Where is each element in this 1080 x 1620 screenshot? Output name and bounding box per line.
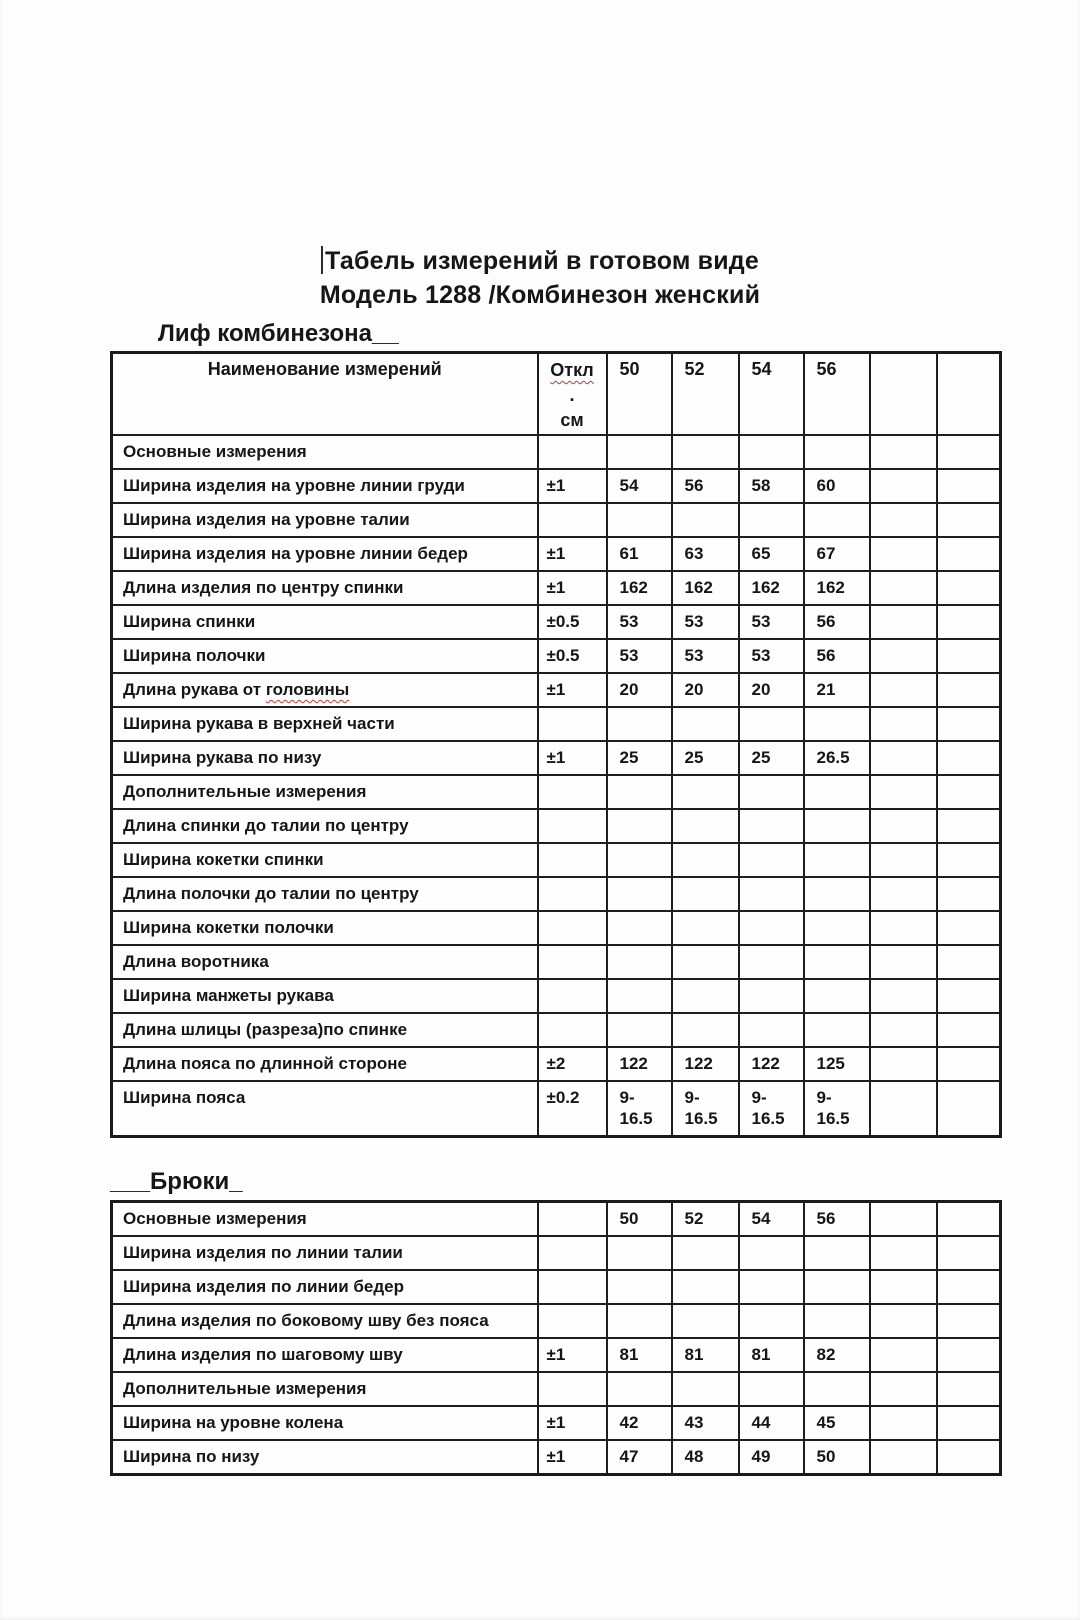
tolerance-value: ±1 [538, 571, 607, 605]
size-value: 56 [672, 469, 739, 503]
size-value: 54 [739, 1202, 804, 1237]
size-value [870, 775, 937, 809]
size-value [607, 1270, 672, 1304]
size-value [607, 1013, 672, 1047]
size-value: 49 [739, 1440, 804, 1475]
size-value [937, 1406, 1001, 1440]
size-value [870, 1372, 937, 1406]
tolerance-value: ±0.5 [538, 605, 607, 639]
size-value [870, 537, 937, 571]
table-row [112, 1202, 1001, 1237]
bodice-measurements-table [110, 351, 1002, 1138]
size-value [672, 775, 739, 809]
section-heading-trousers: ___Брюки_ [110, 1168, 243, 1195]
size-value: 63 [672, 537, 739, 571]
measurement-label: Ширина кокетки спинки [112, 843, 538, 877]
table-row [112, 1236, 1001, 1270]
tolerance-value [538, 435, 607, 469]
size-value: 162 [672, 571, 739, 605]
size-value [672, 979, 739, 1013]
tolerance-header-line: Откл [550, 360, 594, 380]
size-value: 81 [607, 1338, 672, 1372]
table-row [112, 571, 1001, 605]
tolerance-value [538, 877, 607, 911]
size-value [937, 469, 1001, 503]
tolerance-value: ±2 [538, 1047, 607, 1081]
table-row [112, 435, 1001, 469]
size-value [870, 1440, 937, 1475]
table-row [112, 1047, 1001, 1081]
measurement-label: Дополнительные измерения [112, 775, 538, 809]
size-value: 50 [607, 1202, 672, 1237]
size-value: 20 [672, 673, 739, 707]
measurement-label: Основные измерения [112, 1202, 538, 1237]
size-value: 20 [739, 673, 804, 707]
size-value [937, 435, 1001, 469]
size-value [739, 707, 804, 741]
table-row [112, 605, 1001, 639]
size-value [937, 1372, 1001, 1406]
size-value [804, 435, 870, 469]
measurement-label: Ширина изделия на уровне линии бедер [112, 537, 538, 571]
size-value [672, 1013, 739, 1047]
size-value [937, 639, 1001, 673]
size-value [937, 1047, 1001, 1081]
size-value [937, 1202, 1001, 1237]
size-value [607, 945, 672, 979]
size-value: 48 [672, 1440, 739, 1475]
tolerance-value [538, 1236, 607, 1270]
size-value [937, 775, 1001, 809]
size-value [937, 1270, 1001, 1304]
table-row [112, 639, 1001, 673]
tolerance-value: ±1 [538, 537, 607, 571]
tolerance-value [538, 843, 607, 877]
size-value [672, 1270, 739, 1304]
size-value [937, 1440, 1001, 1475]
size-value: 122 [672, 1047, 739, 1081]
trousers-measurements-table [110, 1200, 1002, 1476]
tolerance-value: ±1 [538, 741, 607, 775]
size-value [870, 1236, 937, 1270]
measurement-label: Ширина рукава в верхней части [112, 707, 538, 741]
size-value: 26.5 [804, 741, 870, 775]
tolerance-value: ±0.5 [538, 639, 607, 673]
table-row [112, 843, 1001, 877]
size-value: 44 [739, 1406, 804, 1440]
table-row [112, 911, 1001, 945]
table-row [112, 775, 1001, 809]
size-value [739, 1270, 804, 1304]
size-value [937, 1013, 1001, 1047]
size-value [804, 503, 870, 537]
column-header-size-52: 52 [672, 353, 739, 436]
size-value [739, 979, 804, 1013]
size-value: 53 [607, 639, 672, 673]
tolerance-value [538, 1372, 607, 1406]
table-row [112, 741, 1001, 775]
table-row [112, 1406, 1001, 1440]
tolerance-value [538, 979, 607, 1013]
measurement-label: Дополнительные измерения [112, 1372, 538, 1406]
size-value: 56 [804, 1202, 870, 1237]
column-header-measurement-name: Наименование измерений [112, 353, 538, 436]
size-value [739, 435, 804, 469]
measurement-label: Длина полочки до талии по центру [112, 877, 538, 911]
size-value: 9- 16.5 [672, 1081, 739, 1137]
size-value [937, 877, 1001, 911]
tolerance-value [538, 1270, 607, 1304]
size-value [870, 571, 937, 605]
table-row [112, 1013, 1001, 1047]
table-row [112, 1270, 1001, 1304]
size-value: 47 [607, 1440, 672, 1475]
size-value: 20 [607, 673, 672, 707]
tolerance-value: ±1 [538, 1440, 607, 1475]
measurement-label: Длина изделия по боковому шву без пояса [112, 1304, 538, 1338]
size-value [937, 673, 1001, 707]
tolerance-value [538, 911, 607, 945]
size-value [804, 775, 870, 809]
size-value [870, 605, 937, 639]
size-value: 162 [739, 571, 804, 605]
table-row [112, 877, 1001, 911]
size-value [870, 1081, 937, 1137]
table-row [112, 1338, 1001, 1372]
size-value [804, 707, 870, 741]
size-value [739, 809, 804, 843]
table-row [112, 707, 1001, 741]
size-value: 56 [804, 639, 870, 673]
measurement-label: Ширина манжеты рукава [112, 979, 538, 1013]
measurement-label: Длина пояса по длинной стороне [112, 1047, 538, 1081]
size-value [607, 877, 672, 911]
table-row [112, 809, 1001, 843]
table-row [112, 1304, 1001, 1338]
size-value [672, 1236, 739, 1270]
size-value: 54 [607, 469, 672, 503]
size-value: 125 [804, 1047, 870, 1081]
size-value: 56 [804, 605, 870, 639]
column-header-empty [937, 353, 1001, 436]
size-value: 9- 16.5 [739, 1081, 804, 1137]
table-row [112, 1081, 1001, 1137]
column-header-size-50: 50 [607, 353, 672, 436]
tolerance-header-line: . [569, 385, 575, 405]
size-value [937, 809, 1001, 843]
size-value [739, 911, 804, 945]
size-value [870, 911, 937, 945]
measurement-label: Длина рукава от головины [112, 673, 538, 707]
size-value [870, 1202, 937, 1237]
size-value [870, 673, 937, 707]
tolerance-value [538, 945, 607, 979]
tolerance-value [538, 1013, 607, 1047]
size-value [739, 843, 804, 877]
size-value: 65 [739, 537, 804, 571]
document-subtitle: Модель 1288 /Комбинезон женский [319, 281, 761, 309]
size-value [937, 911, 1001, 945]
size-value [607, 843, 672, 877]
size-value [672, 1304, 739, 1338]
measurement-label: Ширина изделия на уровне линии груди [112, 469, 538, 503]
size-value [739, 1372, 804, 1406]
size-value: 53 [607, 605, 672, 639]
text-cursor [321, 246, 323, 274]
size-value [607, 435, 672, 469]
tolerance-value: ±1 [538, 1406, 607, 1440]
size-value [739, 1013, 804, 1047]
tolerance-value [538, 1304, 607, 1338]
size-value: 21 [804, 673, 870, 707]
size-value [870, 469, 937, 503]
size-value [804, 877, 870, 911]
measurement-label: Длина изделия по шаговому шву [112, 1338, 538, 1372]
size-value [672, 809, 739, 843]
measurement-label: Ширина изделия на уровне талии [112, 503, 538, 537]
tolerance-value: ±0.2 [538, 1081, 607, 1137]
size-value: 45 [804, 1406, 870, 1440]
size-value [739, 945, 804, 979]
size-value [672, 435, 739, 469]
size-value [937, 707, 1001, 741]
size-value [870, 1047, 937, 1081]
size-value [607, 911, 672, 945]
size-value [672, 503, 739, 537]
size-value [870, 1270, 937, 1304]
size-value [672, 843, 739, 877]
size-value [870, 945, 937, 979]
size-value [804, 843, 870, 877]
measurement-label: Длина изделия по центру спинки [112, 571, 538, 605]
measurement-label: Ширина полочки [112, 639, 538, 673]
table-row [112, 673, 1001, 707]
measurement-label: Длина спинки до талии по центру [112, 809, 538, 843]
size-value: 162 [607, 571, 672, 605]
size-value: 50 [804, 1440, 870, 1475]
size-value: 25 [607, 741, 672, 775]
size-value [870, 843, 937, 877]
size-value [804, 1013, 870, 1047]
size-value [607, 1372, 672, 1406]
size-value [937, 979, 1001, 1013]
size-value: 25 [672, 741, 739, 775]
size-value [672, 707, 739, 741]
table-row [112, 537, 1001, 571]
size-value: 122 [607, 1047, 672, 1081]
size-value [937, 741, 1001, 775]
size-value: 67 [804, 537, 870, 571]
size-value [804, 979, 870, 1013]
size-value: 9- 16.5 [804, 1081, 870, 1137]
size-value [937, 843, 1001, 877]
size-value [672, 945, 739, 979]
size-value: 61 [607, 537, 672, 571]
document-title-text: Табель измерений в готовом виде [325, 247, 759, 275]
size-value [672, 1372, 739, 1406]
size-value: 60 [804, 469, 870, 503]
size-value [804, 911, 870, 945]
measurement-label: Основные измерения [112, 435, 538, 469]
document-title [0, 244, 1080, 278]
size-value [607, 809, 672, 843]
tolerance-value [538, 503, 607, 537]
section-heading-bodice: Лиф комбинезона__ [158, 320, 399, 347]
size-value [937, 1304, 1001, 1338]
tolerance-value: ±1 [538, 1338, 607, 1372]
size-value [870, 877, 937, 911]
size-value [937, 945, 1001, 979]
size-value: 53 [672, 639, 739, 673]
table-header-row [112, 353, 1001, 436]
measurement-label: Ширина кокетки полочки [112, 911, 538, 945]
size-value [607, 707, 672, 741]
column-header-size-56: 56 [804, 353, 870, 436]
size-value [739, 503, 804, 537]
size-value [870, 1338, 937, 1372]
size-value [804, 1236, 870, 1270]
table-row [112, 503, 1001, 537]
title-block [0, 0, 1080, 312]
size-value [804, 1372, 870, 1406]
size-value: 58 [739, 469, 804, 503]
size-value [607, 979, 672, 1013]
column-header-size-54: 54 [739, 353, 804, 436]
size-value [870, 809, 937, 843]
table-row [112, 469, 1001, 503]
size-value [937, 537, 1001, 571]
size-value: 122 [739, 1047, 804, 1081]
table-row [112, 945, 1001, 979]
size-value: 9- 16.5 [607, 1081, 672, 1137]
size-value [607, 1236, 672, 1270]
size-value [607, 775, 672, 809]
size-value [937, 1081, 1001, 1137]
size-value: 42 [607, 1406, 672, 1440]
size-value [804, 1304, 870, 1338]
size-value [870, 503, 937, 537]
size-value [870, 1304, 937, 1338]
size-value [937, 605, 1001, 639]
size-value [672, 877, 739, 911]
size-value [870, 1406, 937, 1440]
measurement-label: Ширина спинки [112, 605, 538, 639]
size-value [672, 911, 739, 945]
measurement-label: Длина воротника [112, 945, 538, 979]
measurement-label: Ширина по низу [112, 1440, 538, 1475]
measurement-label: Ширина на уровне колена [112, 1406, 538, 1440]
size-value [804, 945, 870, 979]
size-value: 162 [804, 571, 870, 605]
table-row [112, 1440, 1001, 1475]
size-value [937, 571, 1001, 605]
column-header-tolerance [538, 353, 607, 436]
table-row [112, 979, 1001, 1013]
table-row [112, 1372, 1001, 1406]
size-value [937, 1236, 1001, 1270]
column-header-empty [870, 353, 937, 436]
size-value [804, 1270, 870, 1304]
tolerance-value: ±1 [538, 469, 607, 503]
size-value [937, 1338, 1001, 1372]
tolerance-value: ±1 [538, 673, 607, 707]
size-value: 81 [739, 1338, 804, 1372]
measurement-label: Ширина пояса [112, 1081, 538, 1137]
measurement-label: Ширина изделия по линии бедер [112, 1270, 538, 1304]
size-value [739, 1304, 804, 1338]
measurement-label: Ширина рукава по низу [112, 741, 538, 775]
size-value [607, 1304, 672, 1338]
size-value: 82 [804, 1338, 870, 1372]
size-value [870, 639, 937, 673]
size-value [870, 1013, 937, 1047]
size-value: 52 [672, 1202, 739, 1237]
tolerance-value [538, 775, 607, 809]
misspelled-word: головины [265, 680, 350, 699]
size-value: 81 [672, 1338, 739, 1372]
size-value [739, 775, 804, 809]
size-value [937, 503, 1001, 537]
size-value [870, 741, 937, 775]
size-value: 53 [739, 639, 804, 673]
size-value [804, 809, 870, 843]
size-value [739, 1236, 804, 1270]
size-value: 25 [739, 741, 804, 775]
size-value [870, 979, 937, 1013]
size-value [870, 707, 937, 741]
tolerance-value [538, 1202, 607, 1237]
size-value [739, 877, 804, 911]
tolerance-value [538, 707, 607, 741]
size-value: 43 [672, 1406, 739, 1440]
size-value: 53 [739, 605, 804, 639]
size-value: 53 [672, 605, 739, 639]
measurement-label: Ширина изделия по линии талии [112, 1236, 538, 1270]
tolerance-value [538, 809, 607, 843]
size-value [607, 503, 672, 537]
size-value [870, 435, 937, 469]
tolerance-header-line: см [560, 410, 584, 430]
measurement-label: Длина шлицы (разреза)по спинке [112, 1013, 538, 1047]
